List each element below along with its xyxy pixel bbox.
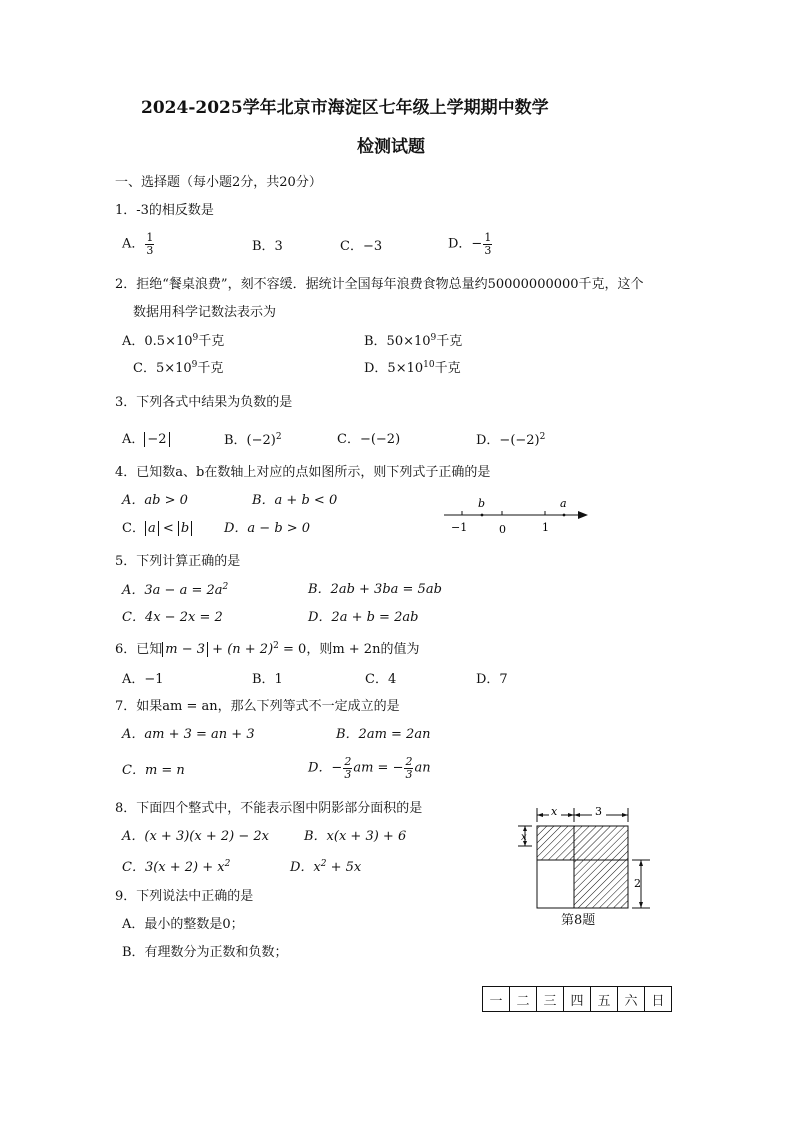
question-3-option-d: D．$-(-2)^2$ <box>476 432 546 448</box>
question-4-option-b: B．a + b < 0 <box>252 493 338 508</box>
point-a <box>563 514 566 517</box>
question-2-stem-line2: 数据用科学记数法表示为 <box>133 305 277 320</box>
question-7-stem: 7．如果am = an，那么下列等式不一定成立的是 <box>115 699 400 714</box>
question-5-option-b: B．2ab + 3ba = 5ab <box>308 582 442 597</box>
label-b: b <box>478 497 486 510</box>
question-5-stem: 5．下列计算正确的是 <box>115 554 241 569</box>
figure-8-diagram <box>512 804 662 914</box>
question-4-stem: 4．已知数a、b在数轴上对应的点如图所示，则下列式子正确的是 <box>115 465 491 480</box>
page-title: 2024-2025学年北京市海淀区七年级上学期期中数学 <box>141 98 549 118</box>
question-7-option-a: A．am + 3 = an + 3 <box>122 727 255 742</box>
dim-label-3: 3 <box>595 805 602 818</box>
page-subtitle: 检测试题 <box>357 137 425 157</box>
question-8-option-d: D．$x^2 + 5x$ <box>290 859 362 875</box>
tick-label-0: 0 <box>499 523 506 536</box>
question-2-option-b: B．$50\times 10^9$千克 <box>364 333 463 349</box>
point-b <box>481 514 484 517</box>
question-8-option-b: B．x(x + 3) + 6 <box>304 829 407 844</box>
question-7-option-d: D．− $\frac{2}{3}$ am = − $\frac{2}{3}$ an <box>308 755 431 781</box>
question-3-option-b: B．$(-2)^2$ <box>224 432 282 448</box>
question-7-option-c: C．m = n <box>122 763 185 778</box>
question-9-option-b: B．有理数分为正数和负数； <box>122 945 288 960</box>
label-a: a <box>560 497 567 510</box>
dim-label-x-left: x <box>521 832 527 843</box>
question-7-option-b: B．2am = 2an <box>336 727 431 742</box>
question-3-stem: 3．下列各式中结果为负数的是 <box>115 395 293 410</box>
question-2-option-d: D．$5\times 10^{10}$千克 <box>364 360 461 376</box>
figure-8-caption: 第8题 <box>561 913 596 928</box>
dim-label-x-top: x <box>551 805 558 818</box>
weekday-cell: 二 <box>510 987 537 1012</box>
shaded-top <box>537 826 628 860</box>
dim-label-2: 2 <box>634 877 641 890</box>
question-4-option-a: A．ab > 0 <box>122 493 188 508</box>
question-8-option-c: C．$3(x + 2) + x^2$ <box>122 859 231 875</box>
question-6-option-c: C．4 <box>365 672 397 687</box>
section-heading: 一、选择题（每小题2分，共20分） <box>115 175 322 190</box>
weekday-cell: 日 <box>645 987 672 1012</box>
question-1-option-d: D．− $\frac{1}{3}$ <box>448 231 492 257</box>
weekday-cell: 一 <box>483 987 510 1012</box>
number-line-figure <box>440 494 590 538</box>
weekday-cell: 四 <box>564 987 591 1012</box>
question-6-option-a: A．−1 <box>122 672 164 687</box>
weekday-cell: 六 <box>618 987 645 1012</box>
weekday-cell: 三 <box>537 987 564 1012</box>
question-4-option-d: D．a − b > 0 <box>224 521 311 536</box>
number-line-arrow <box>578 511 588 519</box>
question-6-stem: 6．已知 $m - 3 + (n + 2)^2 = 0$，则m + 2n的值为 <box>115 641 420 657</box>
shaded-bottom-right <box>574 860 628 908</box>
question-1-stem: 1．-3的相反数是 <box>115 203 214 218</box>
question-1-option-a: A． $\frac{1}{3}$ <box>122 231 154 257</box>
question-2-option-c: C．$5\times 10^9$千克 <box>133 360 224 376</box>
question-8-option-a: A．(x + 3)(x + 2) − 2x <box>122 829 269 844</box>
tick-label-1: 1 <box>542 521 549 534</box>
question-6-option-b: B．1 <box>252 672 283 687</box>
question-8-stem: 8．下面四个整式中，不能表示图中阴影部分面积的是 <box>115 801 423 816</box>
question-5-option-d: D．2a + b = 2ab <box>308 610 419 625</box>
question-6-option-d: D．7 <box>476 672 508 687</box>
question-3-option-c: C．−(−2) <box>337 432 401 447</box>
question-5-option-c: C．4x − 2x = 2 <box>122 610 223 625</box>
question-4-option-c: C． a < b <box>122 522 192 535</box>
question-3-option-a: A． −2 <box>122 433 170 446</box>
question-1-option-b: B．3 <box>252 239 283 254</box>
question-9-stem: 9．下列说法中正确的是 <box>115 889 254 904</box>
question-5-option-a: A．$3a - a = 2a^2$ <box>122 582 229 598</box>
weekday-table <box>482 986 672 1012</box>
weekday-cell: 五 <box>591 987 618 1012</box>
tick-label-neg1: −1 <box>451 521 468 534</box>
question-2-stem-line1: 2．拒绝“餐桌浪费”，刻不容缓．据统计全国每年浪费食物总量约50000000000千克，这个 <box>115 277 644 292</box>
question-1-option-c: C．−3 <box>340 239 383 254</box>
question-2-option-a: A．$0.5\times 10^9$千克 <box>122 333 225 349</box>
question-9-option-a: A．最小的整数是0； <box>122 917 244 932</box>
